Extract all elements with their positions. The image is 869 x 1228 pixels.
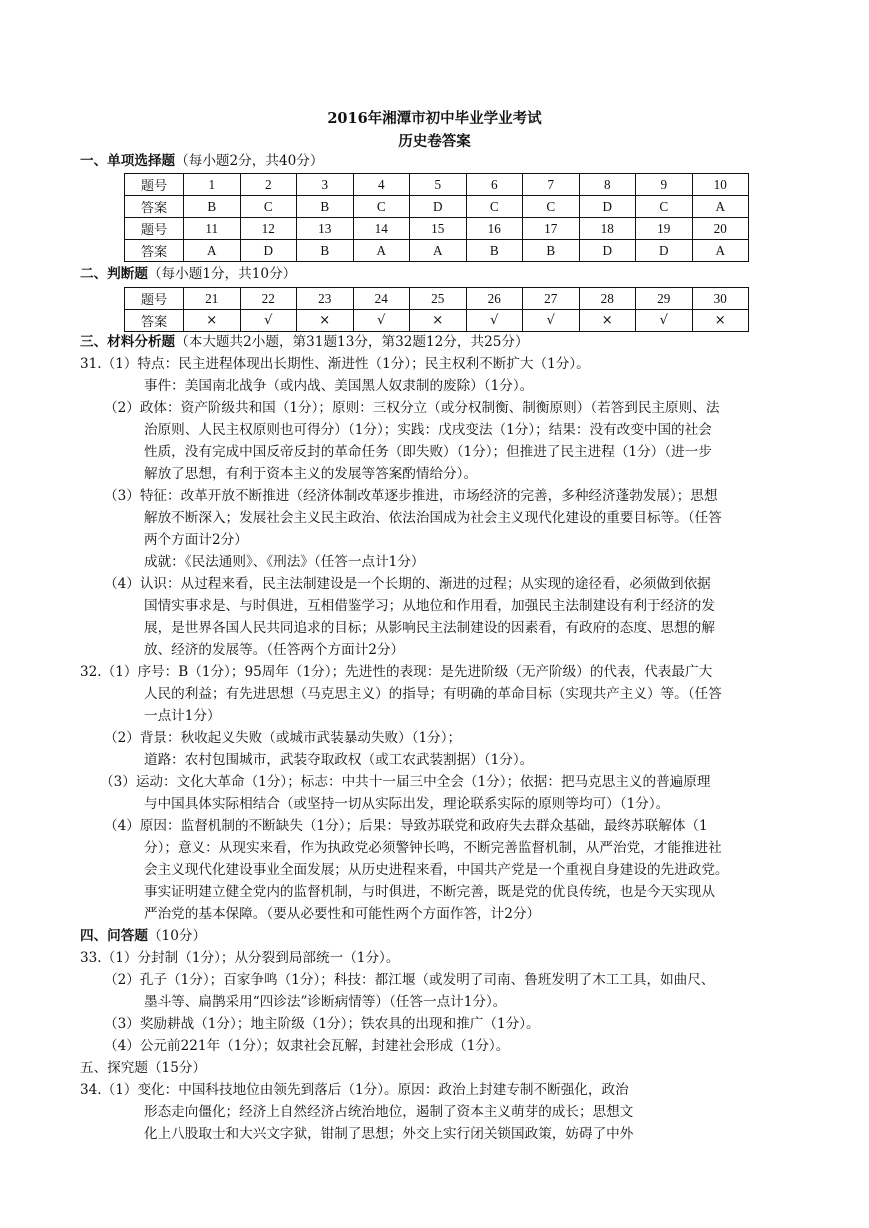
table-cell: 18 [579, 218, 636, 240]
section-2-title: 二、判断题 [80, 266, 148, 282]
answer-line: 两个方面计2分） [144, 532, 248, 548]
table-row [125, 310, 749, 332]
exam-subtitle: 历史卷答案 [398, 133, 471, 150]
section-1-heading [80, 152, 323, 170]
answer-line: 展，是世界各国人民共同追求的目标；从影响民主法制建设的因素看，有政府的态度、思想的解 [144, 620, 715, 636]
table-cell: C [636, 196, 693, 218]
answer-line: 解放了思想，有利于资本主义的发展等答案酌情给分）。 [144, 466, 478, 482]
table-row [125, 240, 749, 262]
answer-line: 墨斗等、扁鹊采用“四诊法”诊断病情等）（任答一点计1分）。 [144, 994, 507, 1010]
table-cell: 21 [184, 288, 241, 310]
table-cell: 10 [692, 174, 749, 196]
table-cell: D [579, 196, 636, 218]
table-cell: √ [523, 310, 580, 332]
table-cell: 24 [353, 288, 410, 310]
table-cell: 15 [410, 218, 467, 240]
answer-line: 32.（1）序号：B（1分）；95周年（1分）；先进性的表现：是先进阶级（无产阶级）的代表，代表最广大 [80, 664, 713, 680]
table-cell: D [636, 240, 693, 262]
table-cell: 4 [353, 174, 410, 196]
answer-line: 化上八股取士和大兴文字狱，钳制了思想；外交上实行闭关锁国政策，妨碍了中外 [144, 1126, 634, 1142]
section-3-note: （本大题共2小题，第31题13分，第32题12分，共25分） [175, 334, 529, 350]
table-cell: × [184, 310, 241, 332]
table-cell: × [579, 310, 636, 332]
section-4-note: （10分） [147, 928, 207, 944]
judgement-answer-table [124, 287, 749, 332]
choice-answer-table [124, 173, 749, 262]
table-cell: 22 [240, 288, 297, 310]
row-label: 题号 [125, 218, 184, 240]
table-cell: 7 [523, 174, 580, 196]
table-cell: 1 [184, 174, 241, 196]
table-cell: 29 [636, 288, 693, 310]
answer-line: （2）背景：秋收起义失败（或城市武装暴动失败）（1分）； [104, 730, 462, 746]
table-cell: 28 [579, 288, 636, 310]
table-cell: 14 [353, 218, 410, 240]
section-4-title: 四、问答题 [80, 928, 148, 944]
table-cell: × [692, 310, 749, 332]
answer-line: 事件：美国南北战争（或内战、美国黑人奴隶制的废除）（1分）。 [144, 378, 534, 394]
table-cell: 12 [240, 218, 297, 240]
table-cell: B [466, 240, 523, 262]
table-cell: 20 [692, 218, 749, 240]
answer-line: 33.（1）分封制（1分）；从分裂到局部统一（1分）。 [80, 950, 400, 966]
answer-line: 解放不断深入；发展社会主义民主政治、依法治国成为社会主义现代化建设的重要目标等。（任答 [144, 510, 722, 526]
table-cell: 8 [579, 174, 636, 196]
table-cell: A [410, 240, 467, 262]
answer-line: 放、经济的发展等。（任答两个方面计2分） [144, 642, 405, 658]
table-cell: C [353, 196, 410, 218]
table-cell: 30 [692, 288, 749, 310]
answer-line: 34.（1）变化：中国科技地位由领先到落后（1分）。原因：政治上封建专制不断强化，政治 [80, 1082, 629, 1098]
answer-line: 成就：《民法通则》、《刑法》（任答一点计1分） [144, 554, 425, 570]
answer-line: 国情实事求是、与时俱进，互相借鉴学习；从地位和作用看，加强民主法制建设有利于经济的发 [144, 598, 715, 614]
table-cell: B [523, 240, 580, 262]
answer-line: （4）公元前221年（1分）；奴隶社会瓦解，封建社会形成（1分）。 [104, 1038, 510, 1054]
answer-line: 事实证明建立健全党内的监督机制，与时俱进，不断完善，既是党的优良传统，也是今天实现从 [144, 884, 715, 900]
section-4-heading [80, 927, 206, 945]
section-5-heading: 五、探究题（15分） [80, 1060, 207, 1076]
table-cell: 17 [523, 218, 580, 240]
table-cell: √ [636, 310, 693, 332]
table-cell: 16 [466, 218, 523, 240]
table-cell: 25 [410, 288, 467, 310]
answer-line: 治原则、人民主权原则也可得分）（1分）；实践：戊戌变法（1分）；结果：没有改变中国的社会 [144, 422, 712, 438]
section-3-title: 三、材料分析题 [80, 334, 176, 350]
table-cell: √ [466, 310, 523, 332]
table-cell: D [410, 196, 467, 218]
answer-line: 人民的利益；有先进思想（马克思主义）的指导；有明确的革命目标（实现共产主义）等。（任答 [144, 686, 722, 702]
answer-line: 道路：农村包围城市，武装夺取政权（或工农武装割据）（1分）。 [144, 752, 534, 768]
answer-line: 分）；意义：从现实来看，作为执政党必须警钟长鸣，不断完善监督机制，从严治党，才能推进社 [144, 840, 722, 856]
section-3-heading [80, 333, 529, 351]
row-label: 答案 [125, 196, 184, 218]
table-cell: C [466, 196, 523, 218]
answer-line: （2）政体：资产阶级共和国（1分）；原则：三权分立（或分权制衡、制衡原则）（若答到民主原则、法 [104, 400, 720, 416]
table-cell: × [297, 310, 354, 332]
row-label: 题号 [125, 288, 184, 310]
table-cell: 6 [466, 174, 523, 196]
table-cell: C [523, 196, 580, 218]
row-label: 题号 [125, 174, 184, 196]
table-cell: 11 [184, 218, 241, 240]
answer-line: 与中国具体实际相结合（或坚持一切从实际出发，理论联系实际的原则等均可）（1分）。 [144, 796, 670, 812]
answer-line: （4）认识：从过程来看，民主法制建设是一个长期的、渐进的过程；从实现的途径看，必须做到依据 [104, 576, 711, 592]
answer-line: （2）孔子（1分）；百家争鸣（1分）；科技：都江堰（或发明了司南、鲁班发明了木工工具，如曲尺、 [104, 972, 715, 988]
table-cell: B [297, 196, 354, 218]
table-cell: D [240, 240, 297, 262]
table-cell: 5 [410, 174, 467, 196]
table-cell: D [579, 240, 636, 262]
table-row [125, 174, 749, 196]
table-cell: A [184, 240, 241, 262]
answer-line: 一点计1分） [144, 708, 221, 724]
row-label: 答案 [125, 310, 184, 332]
answer-line: 会主义现代化建设事业全面发展；从历史进程来看，中国共产党是一个重视自身建设的先进政党。 [144, 862, 729, 878]
table-cell: A [692, 196, 749, 218]
table-cell: B [297, 240, 354, 262]
answer-line: 形态走向僵化；经济上自然经济占统治地位，遏制了资本主义萌芽的成长；思想文 [144, 1104, 634, 1120]
exam-title: 2016年湘潭市初中毕业学业考试 [327, 110, 542, 127]
table-cell: 27 [523, 288, 580, 310]
table-cell: 9 [636, 174, 693, 196]
table-cell: × [410, 310, 467, 332]
table-cell: 2 [240, 174, 297, 196]
table-cell: 3 [297, 174, 354, 196]
table-cell: 26 [466, 288, 523, 310]
answer-line: 31.（1）特点：民主进程体现出长期性、渐进性（1分）；民主权利不断扩大（1分）。 [80, 356, 590, 372]
answer-line: 严治党的基本保障。（要从必要性和可能性两个方面作答，计2分） [144, 906, 541, 922]
section-2-heading [80, 265, 296, 283]
answer-line: （3）奖励耕战（1分）；地主阶级（1分）；铁农具的出现和推广（1分）。 [104, 1016, 540, 1032]
table-row [125, 288, 749, 310]
section-1-note: （每小题2分，共40分） [175, 153, 324, 169]
table-row [125, 218, 749, 240]
table-row [125, 196, 749, 218]
table-cell: B [184, 196, 241, 218]
table-cell: A [353, 240, 410, 262]
table-cell: √ [240, 310, 297, 332]
table-cell: 23 [297, 288, 354, 310]
answer-line: 性质，没有完成中国反帝反封的革命任务（即失败）（1分）；但推进了民主进程（1分）（进一步 [144, 444, 712, 460]
answer-line: （4）原因：监督机制的不断缺失（1分）；后果：导致苏联党和政府失去群众基础，最终苏联解体（1 [104, 818, 708, 834]
section-2-note: （每小题1分，共10分） [147, 266, 297, 282]
answer-line: （3）特征：改革开放不断推进（经济体制改革逐步推进，市场经济的完善，多种经济蓬勃发展）；思想 [104, 488, 718, 504]
row-label: 答案 [125, 240, 184, 262]
section-1-title: 一、单项选择题 [80, 153, 176, 169]
table-cell: A [692, 240, 749, 262]
answer-line: （3）运动：文化大革命（1分）；标志：中共十一届三中全会（1分）；依据：把马克思主义的普遍原理 [100, 774, 711, 790]
table-cell: C [240, 196, 297, 218]
table-cell: 19 [636, 218, 693, 240]
table-cell: 13 [297, 218, 354, 240]
table-cell: √ [353, 310, 410, 332]
